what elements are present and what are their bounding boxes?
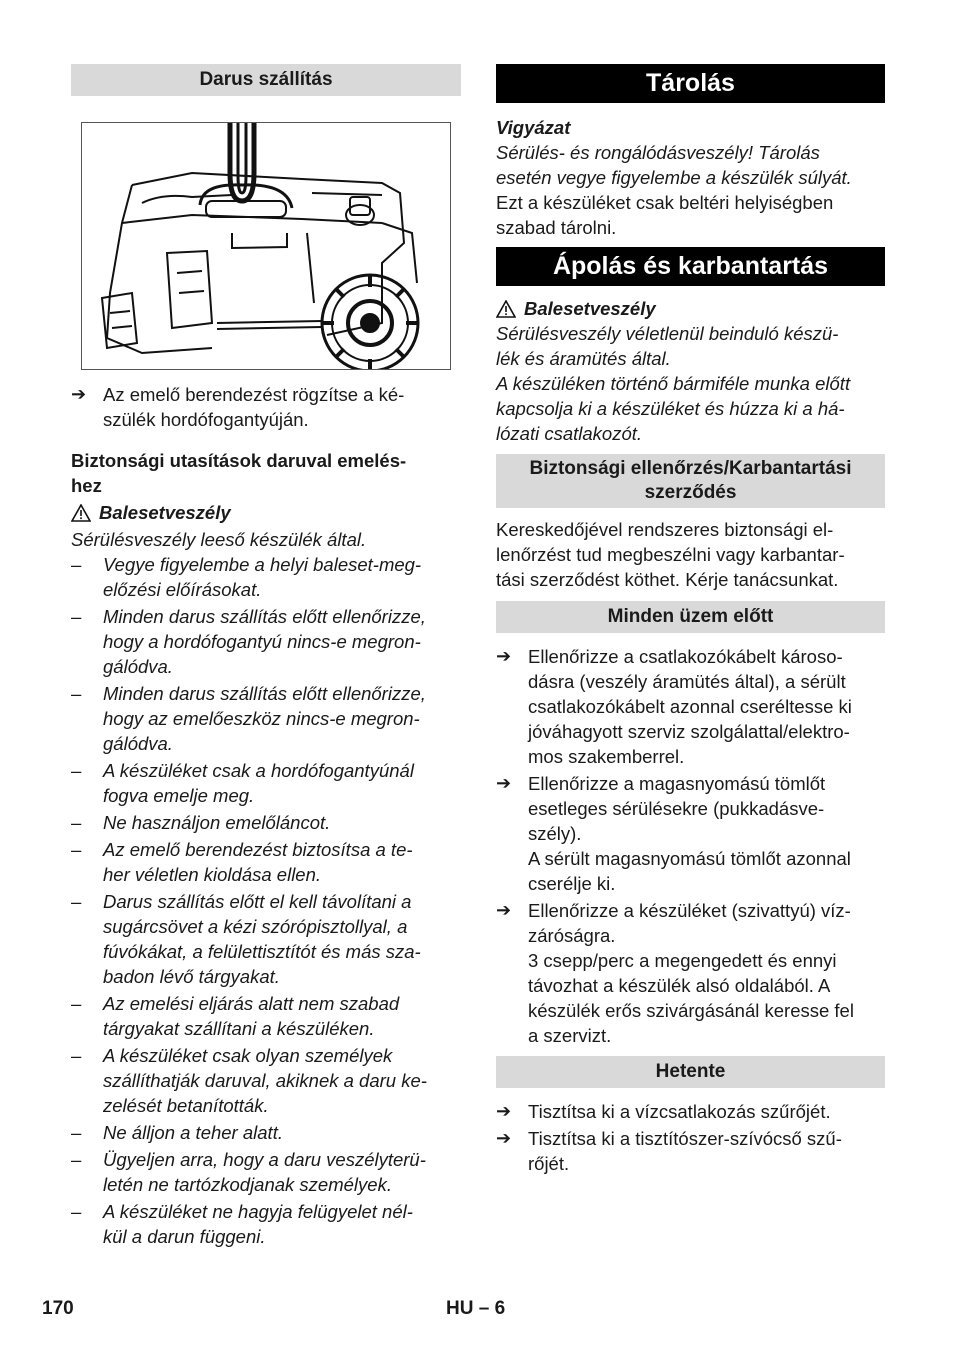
warning-intro: Sérülésveszély leeső készülék által. bbox=[71, 529, 367, 550]
page-number: 170 bbox=[42, 1298, 74, 1319]
dash-bullet-icon: – bbox=[71, 812, 82, 833]
arrow-item-line: rőjét. bbox=[528, 1153, 570, 1174]
dash-bullet-icon: – bbox=[71, 839, 82, 860]
bullet-line: tárgyakat szállítani a készüléken. bbox=[103, 1018, 375, 1039]
bullet-line: gálódva. bbox=[103, 733, 173, 754]
bullet-line: fogva emelje meg. bbox=[103, 785, 255, 806]
arrow-item-line: távozhat a készülék alsó oldalából. A bbox=[528, 975, 831, 996]
arrow-item-line: 3 csepp/perc a megengedett és ennyi bbox=[528, 950, 837, 971]
safety-bullet-item bbox=[71, 604, 461, 679]
safety-heading bbox=[71, 448, 461, 498]
arrow-item-line: készülék erős szivárgásánál keresse fel bbox=[528, 1000, 854, 1021]
arrow-item-line: Tisztítsa ki a tisztítószer-szívócső szű- bbox=[528, 1128, 842, 1149]
bullet-line: Az emelő berendezést biztosítsa a te- bbox=[103, 839, 413, 860]
safety-bullet-item bbox=[71, 889, 461, 989]
safety-check-line: tási szerződést köthet. Kérje tanácsunkat. bbox=[496, 569, 839, 590]
section-title-before-operation: Minden üzem előtt bbox=[496, 601, 885, 633]
safety-bullet-item bbox=[71, 1147, 461, 1197]
before-operation-list bbox=[496, 644, 885, 1048]
safety-bullet-item bbox=[71, 1120, 461, 1145]
safety-bullet-list bbox=[71, 552, 461, 1249]
safety-check-line: Kereskedőjével rendszeres biztonsági el- bbox=[496, 519, 834, 540]
arrow-list-item bbox=[496, 898, 885, 1048]
dash-bullet-icon: – bbox=[71, 993, 82, 1014]
bullet-line: Ne álljon a teher alatt. bbox=[103, 1122, 283, 1143]
care-warning-text bbox=[496, 321, 885, 446]
care-warning-line bbox=[496, 296, 885, 321]
section-title-safety-check bbox=[496, 454, 885, 508]
dash-bullet-icon: – bbox=[71, 891, 82, 912]
care-warning-line: lózati csatlakozót. bbox=[496, 423, 643, 444]
storage-line: Ezt a készüléket csak beltéri helyiségben bbox=[496, 192, 834, 213]
arrow-item-line: cserélje ki. bbox=[528, 873, 616, 894]
dash-bullet-icon: – bbox=[71, 1045, 82, 1066]
caution-line: Sérülés- és rongálódásveszély! Tárolás bbox=[496, 142, 820, 163]
bullet-line: sugárcsövet a kézi szórópisztollyal, a bbox=[103, 916, 408, 937]
safety-bullet-item bbox=[71, 837, 461, 887]
bullet-line: előzési előírásokat. bbox=[103, 579, 262, 600]
arrow-item-line: szély). bbox=[528, 823, 582, 844]
bullet-line: zelését betanították. bbox=[103, 1095, 269, 1116]
safety-bullet-item bbox=[71, 758, 461, 808]
safety-bullet-item bbox=[71, 991, 461, 1041]
bullet-line: A készüléket csak a hordófogantyúnál bbox=[103, 760, 414, 781]
arrow-item-line: záróságra. bbox=[528, 925, 616, 946]
arrow-item-line: Ellenőrizze a csatlakozókábelt károso- bbox=[528, 646, 843, 667]
dash-bullet-icon: – bbox=[71, 1149, 82, 1170]
warning-triangle-icon bbox=[496, 300, 516, 318]
section-title-weekly: Hetente bbox=[496, 1056, 885, 1088]
bullet-line: her véletlen kioldása ellen. bbox=[103, 864, 322, 885]
storage-line: szabad tárolni. bbox=[496, 217, 617, 238]
pressure-washer-icon bbox=[82, 123, 450, 369]
safety-heading-line: hez bbox=[71, 475, 102, 496]
bullet-line: A készüléket ne hagyja felügyelet nél- bbox=[103, 1201, 413, 1222]
arrow-item-line: csatlakozókábelt azonnal cseréltesse ki bbox=[528, 696, 852, 717]
bullet-line: Vegye figyelembe a helyi baleset-meg- bbox=[103, 554, 422, 575]
right-column bbox=[496, 64, 885, 1176]
dash-bullet-icon: – bbox=[71, 1122, 82, 1143]
arrow-list-item bbox=[496, 644, 885, 769]
arrow-item-line: Ellenőrizze a magasnyomású tömlőt bbox=[528, 773, 826, 794]
left-column bbox=[71, 64, 461, 1249]
safety-bullet-item bbox=[71, 681, 461, 756]
arrow-item-line: mos szakemberrel. bbox=[528, 746, 685, 767]
bullet-line: hogy a hordófogantyú nincs-e megron- bbox=[103, 631, 421, 652]
weekly-list bbox=[496, 1099, 885, 1176]
section-title-crane-transport: Darus szállítás bbox=[71, 64, 461, 96]
dash-bullet-icon: – bbox=[71, 554, 82, 575]
instruction-attach-hoist bbox=[71, 382, 461, 432]
dash-bullet-icon: – bbox=[71, 1201, 82, 1222]
bullet-line: kül a darun függeni. bbox=[103, 1226, 266, 1247]
arrow-list-item bbox=[496, 1126, 885, 1176]
care-warning-line: A készüléken történő bármiféle munka előtt bbox=[496, 373, 851, 394]
instruction-line: Az emelő berendezést rögzítse a ké- bbox=[103, 384, 405, 405]
care-warning-line: kapcsolja ki a készüléket és húzza ki a há- bbox=[496, 398, 845, 419]
warning-triangle-icon bbox=[71, 504, 91, 522]
arrow-item-line: a szervizt. bbox=[528, 1025, 612, 1046]
arrow-right-icon: ➔ bbox=[496, 1101, 512, 1121]
section-title-storage: Tárolás bbox=[496, 64, 885, 103]
arrow-right-icon: ➔ bbox=[71, 384, 87, 404]
bullet-line: A készüléket csak olyan személyek bbox=[103, 1045, 393, 1066]
safety-check-line: lenőrzést tud megbeszélni vagy karbantar- bbox=[496, 544, 845, 565]
bullet-line: szállíthatják daruval, akiknek a daru ke- bbox=[103, 1070, 427, 1091]
bullet-line: badon lévő tárgyakat. bbox=[103, 966, 280, 987]
safety-heading-line: Biztonsági utasítások daruval emelés- bbox=[71, 450, 407, 471]
arrow-item-line: jóváhagyott szerviz szolgálattal/elektro- bbox=[528, 721, 850, 742]
safety-bullet-item bbox=[71, 810, 461, 835]
dash-bullet-icon: – bbox=[71, 683, 82, 704]
arrow-item-line: dásra (veszély áramütés által), a sérült bbox=[528, 671, 846, 692]
bullet-line: letén ne tartózkodjanak személyek. bbox=[103, 1174, 392, 1195]
instruction-line: szülék hordófogantyúján. bbox=[103, 409, 309, 430]
safety-check-title-line: szerződés bbox=[644, 482, 737, 503]
safety-check-text bbox=[496, 517, 885, 592]
safety-bullet-item bbox=[71, 1199, 461, 1249]
warning-line bbox=[71, 500, 461, 525]
care-warning-label: Balesetveszély bbox=[524, 298, 656, 319]
caution-line: esetén vegye figyelembe a készülék súlyát. bbox=[496, 167, 852, 188]
care-warning-line: lék és áramütés által. bbox=[496, 348, 671, 369]
bullet-line: Ügyeljen arra, hogy a daru veszélyterü- bbox=[103, 1149, 426, 1170]
arrow-right-icon: ➔ bbox=[496, 646, 512, 666]
storage-text bbox=[496, 190, 885, 240]
dash-bullet-icon: – bbox=[71, 760, 82, 781]
arrow-right-icon: ➔ bbox=[496, 900, 512, 920]
arrow-item-line: Ellenőrizze a készüléket (szivattyú) víz- bbox=[528, 900, 851, 921]
arrow-right-icon: ➔ bbox=[496, 1128, 512, 1148]
bullet-line: Ne használjon emelőláncot. bbox=[103, 812, 331, 833]
arrow-item-line: A sérült magasnyomású tömlőt azonnal bbox=[528, 848, 851, 869]
bullet-line: gálódva. bbox=[103, 656, 173, 677]
pressure-washer-crane-illustration bbox=[81, 122, 451, 370]
safety-check-title-line: Biztonsági ellenőrzés/Karbantartási bbox=[529, 458, 852, 479]
caution-label: Vigyázat bbox=[496, 117, 571, 138]
section-title-care: Ápolás és karbantartás bbox=[496, 247, 885, 286]
arrow-item-line: esetleges sérülésekre (pukkadásve- bbox=[528, 798, 825, 819]
safety-bullet-item bbox=[71, 552, 461, 602]
bullet-line: fúvókákat, a felülettisztítót és más sza- bbox=[103, 941, 421, 962]
care-warning-line: Sérülésveszély véletlenül beinduló készü- bbox=[496, 323, 839, 344]
arrow-item-line: Tisztítsa ki a vízcsatlakozás szűrőjét. bbox=[528, 1101, 831, 1122]
bullet-line: hogy az emelőeszköz nincs-e megron- bbox=[103, 708, 420, 729]
warning-label: Balesetveszély bbox=[99, 502, 231, 523]
arrow-right-icon: ➔ bbox=[496, 773, 512, 793]
arrow-list-item bbox=[496, 1099, 885, 1124]
bullet-line: Az emelési eljárás alatt nem szabad bbox=[103, 993, 400, 1014]
safety-bullet-item bbox=[71, 1043, 461, 1118]
bullet-line: Darus szállítás előtt el kell távolítani a bbox=[103, 891, 412, 912]
dash-bullet-icon: – bbox=[71, 606, 82, 627]
caution-text bbox=[496, 140, 885, 190]
bullet-line: Minden darus szállítás előtt ellenőrizze, bbox=[103, 606, 426, 627]
page-label: HU – 6 bbox=[446, 1298, 506, 1319]
bullet-line: Minden darus szállítás előtt ellenőrizze, bbox=[103, 683, 426, 704]
arrow-list-item bbox=[496, 771, 885, 896]
